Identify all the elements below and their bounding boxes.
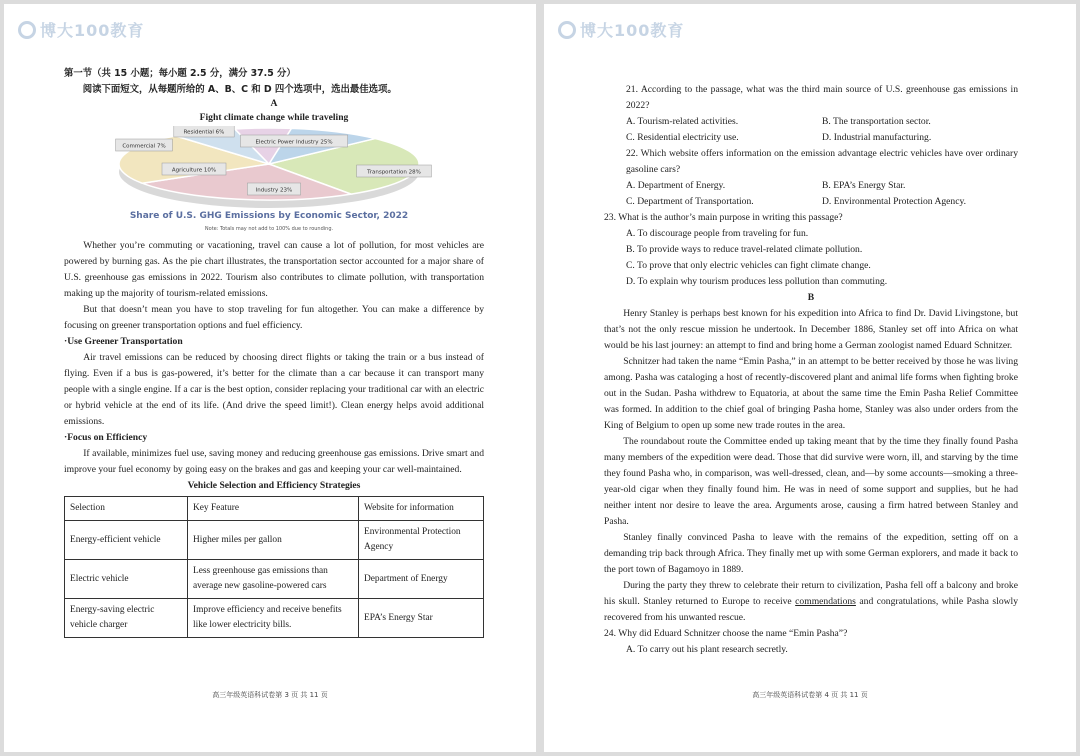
brand-logo: 博大100教育 <box>558 18 684 41</box>
underlined-word: commendations <box>795 596 856 607</box>
chart-note: Note: Totals may not add to 100% due to rounding. <box>204 226 334 232</box>
table-cell: Environmental Protection Agency <box>359 521 484 560</box>
brand-logo: 博大100教育 <box>18 18 144 41</box>
table-title: Vehicle Selection and Efficiency Strategies <box>187 480 361 491</box>
pie-label: Industry 23% <box>255 187 293 194</box>
logo-ring-icon <box>558 21 576 39</box>
passage-b-paragraph-1: Henry Stanley is perhaps best known for his expedition into Africa to find Dr. David Livingstone, but that’s not the only rescue mission he undertook. In December 1886, Stanley set off into Africa on what would be his last journey: an attempt to find and bring home a German zoologist named Eduard Schnitzer. <box>604 308 1018 351</box>
table-cell: Energy-efficient vehicle <box>65 521 188 560</box>
pie-label: Agriculture 10% <box>171 167 217 174</box>
pie-label: Residential 6% <box>183 129 225 136</box>
table-row <box>65 599 484 638</box>
page-footer: 高三年级英语科试卷第 4 页 共 11 页 <box>752 691 868 699</box>
table-cell: Department of Energy <box>359 560 484 599</box>
instruction: 阅读下面短文，从每题所给的 A、B、C 和 D 四个选项中，选出最佳选项。 <box>82 84 397 95</box>
option: D. Industrial manufacturing. <box>822 132 932 143</box>
pie-label: Commercial 7% <box>122 143 166 150</box>
logo-ring-icon <box>18 21 36 39</box>
table-cell: Less greenhouse gas emissions than average new gasoline-powered cars <box>188 560 359 599</box>
table-header-cell: Selection <box>65 497 188 521</box>
table-header-cell: Key Feature <box>188 497 359 521</box>
page3-content <box>64 66 484 638</box>
table-header-row <box>65 497 484 521</box>
table-cell: EPA’s Energy Star <box>359 599 484 638</box>
heading-focus-efficiency: ·Focus on Efficiency <box>64 432 148 443</box>
passage-a-paragraph-4: If available, minimizes fuel use, saving money and reducing greenhouse gas emissions. Drive smart and improve your fuel economy by going easy on the brakes and gas and keeping your car well-maintained. <box>64 448 484 475</box>
question-21-options-row <box>604 114 1018 130</box>
page4-content <box>604 82 1018 658</box>
chart-title: Share of U.S. GHG Emissions by Economic Sector, 2022 <box>129 211 409 221</box>
pie-chart-svg <box>64 126 484 238</box>
heading-greener-transportation: ·Use Greener Transportation <box>64 336 183 347</box>
passage-a-paragraph-3: Air travel emissions can be reduced by choosing direct flights or taking the train or a bus instead of flying. Even if a bus is gas-powered, it’s better for the climate than a car because it can transport many people with a single engine. If a car is the best option, consider replacing your traditional car with an electric or hybrid vehicle at the end of its life. (And drive the speed limit!). Clean energy helps avoid additional emissions. <box>64 352 484 427</box>
question-21: 21. According to the passage, what was the third main source of U.S. greenhouse gas emissions in 2022? <box>626 84 1018 111</box>
section-title: 第一节（共 15 小题；每小题 2.5 分，满分 37.5 分） <box>64 68 296 79</box>
passage-a-paragraph-2: But that doesn’t mean you have to stop traveling for fun altogether. You can make a difference by focusing on greener transportation options and fuel efficiency. <box>64 304 484 331</box>
pie-label: Transportation 28% <box>367 169 421 176</box>
option: B. EPA’s Energy Star. <box>822 180 906 191</box>
question-22: 22. Which website offers information on the emission advantage electric vehicles have over ordinary gasoline cars? <box>626 148 1018 175</box>
table-cell: Higher miles per gallon <box>188 521 359 560</box>
option: B. To provide ways to reduce travel-related climate pollution. <box>626 244 863 255</box>
passage-b-paragraph-2: Schnitzer had taken the name “Emin Pasha,” in an attempt to be better received by those he was living among. Pasha was cataloging a host of recently-discovered plant and animal life forms when fighting broke out in the Sudan. Pasha withdrew to Equatoria, at about the same time the Emin Pasha Relief Committee was formed. In addition to the chief goal of bringing Pasha home, Stanley was also under orders from the King of Belgium to open up some new trade routes in the area. <box>604 356 1018 431</box>
option: A. To carry out his plant research secretly. <box>626 644 788 655</box>
option: C. Department of Transportation. <box>626 196 754 207</box>
question-23: 23. What is the author’s main purpose in writing this passage? <box>604 212 843 223</box>
exam-page-4 <box>544 4 1076 752</box>
passage-letter-b: B <box>807 292 815 303</box>
question-24: 24. Why did Eduard Schnitzer choose the name “Emin Pasha”? <box>604 628 848 639</box>
pie-chart <box>64 126 484 238</box>
option: D. Environmental Protection Agency. <box>822 196 967 207</box>
table-row <box>65 560 484 599</box>
passage-b-paragraph-3: The roundabout route the Committee ended up taking meant that by the time they finally found Pasha many members of the expedition were dead. Those that did survive were worn, ill, and starving by the time they found Pasha who, in comparison, was well-dressed, clean, and—by some accounts—smoking a three-year-old cigar when they finally found him. He was in need of some support and supplies, but he had neither intent nor desire to leave the area. Arguments arose, causing a firm hatred between Stanley and Pasha. <box>604 436 1018 527</box>
option: A. Tourism-related activities. <box>626 116 739 127</box>
question-22-options-row <box>604 194 1018 210</box>
strategy-table <box>64 496 484 638</box>
passage-a-paragraph-1: Whether you’re commuting or vacationing, travel can cause a lot of pollution, for most vehicles are powered by burning gas. As the pie chart illustrates, the transportation sector accounted for a major share of U.S. greenhouse gas emissions in 2022. Tourism also contributes to climate pollution, with transportation making up the majority of tourism-related emissions. <box>64 240 484 299</box>
table-header-cell: Website for information <box>359 497 484 521</box>
option: B. The transportation sector. <box>822 116 931 127</box>
option: A. To discourage people from traveling for fun. <box>626 228 809 239</box>
option: C. To prove that only electric vehicles can fight climate change. <box>626 260 871 271</box>
table-cell: Energy-saving electric vehicle charger <box>65 599 188 638</box>
exam-page-3 <box>4 4 536 752</box>
table-cell: Improve efficiency and receive benefits like lower electricity bills. <box>188 599 359 638</box>
option: A. Department of Energy. <box>626 180 726 191</box>
passage-title: Fight climate change while traveling <box>199 112 349 123</box>
passage-letter-a: A <box>270 98 278 109</box>
option: C. Residential electricity use. <box>626 132 739 143</box>
table-cell: Electric vehicle <box>65 560 188 599</box>
pie-label: Electric Power Industry 25% <box>255 139 333 146</box>
passage-b-paragraph-4: Stanley finally convinced Pasha to leave with the remains of the expedition, setting off on a demanding trip back through Africa. They finally met up with some German explorers, and made it back to the port town of Bagamoyo in 1889. <box>604 532 1018 575</box>
passage-b-paragraph-5: During the party they threw to celebrate their return to civilization, Pasha fell off a balcony and broke his skull. Stanley returned to Europe to receive commendations and congratulations, while Pasha slowly recovered from his unwanted rescue. <box>604 580 1019 623</box>
table-row <box>65 521 484 560</box>
option: D. To explain why tourism produces less pollution than commuting. <box>626 276 888 287</box>
question-21-options-row <box>604 130 1018 146</box>
question-22-options-row <box>604 178 1018 194</box>
page-footer: 高三年级英语科试卷第 3 页 共 11 页 <box>212 691 328 699</box>
